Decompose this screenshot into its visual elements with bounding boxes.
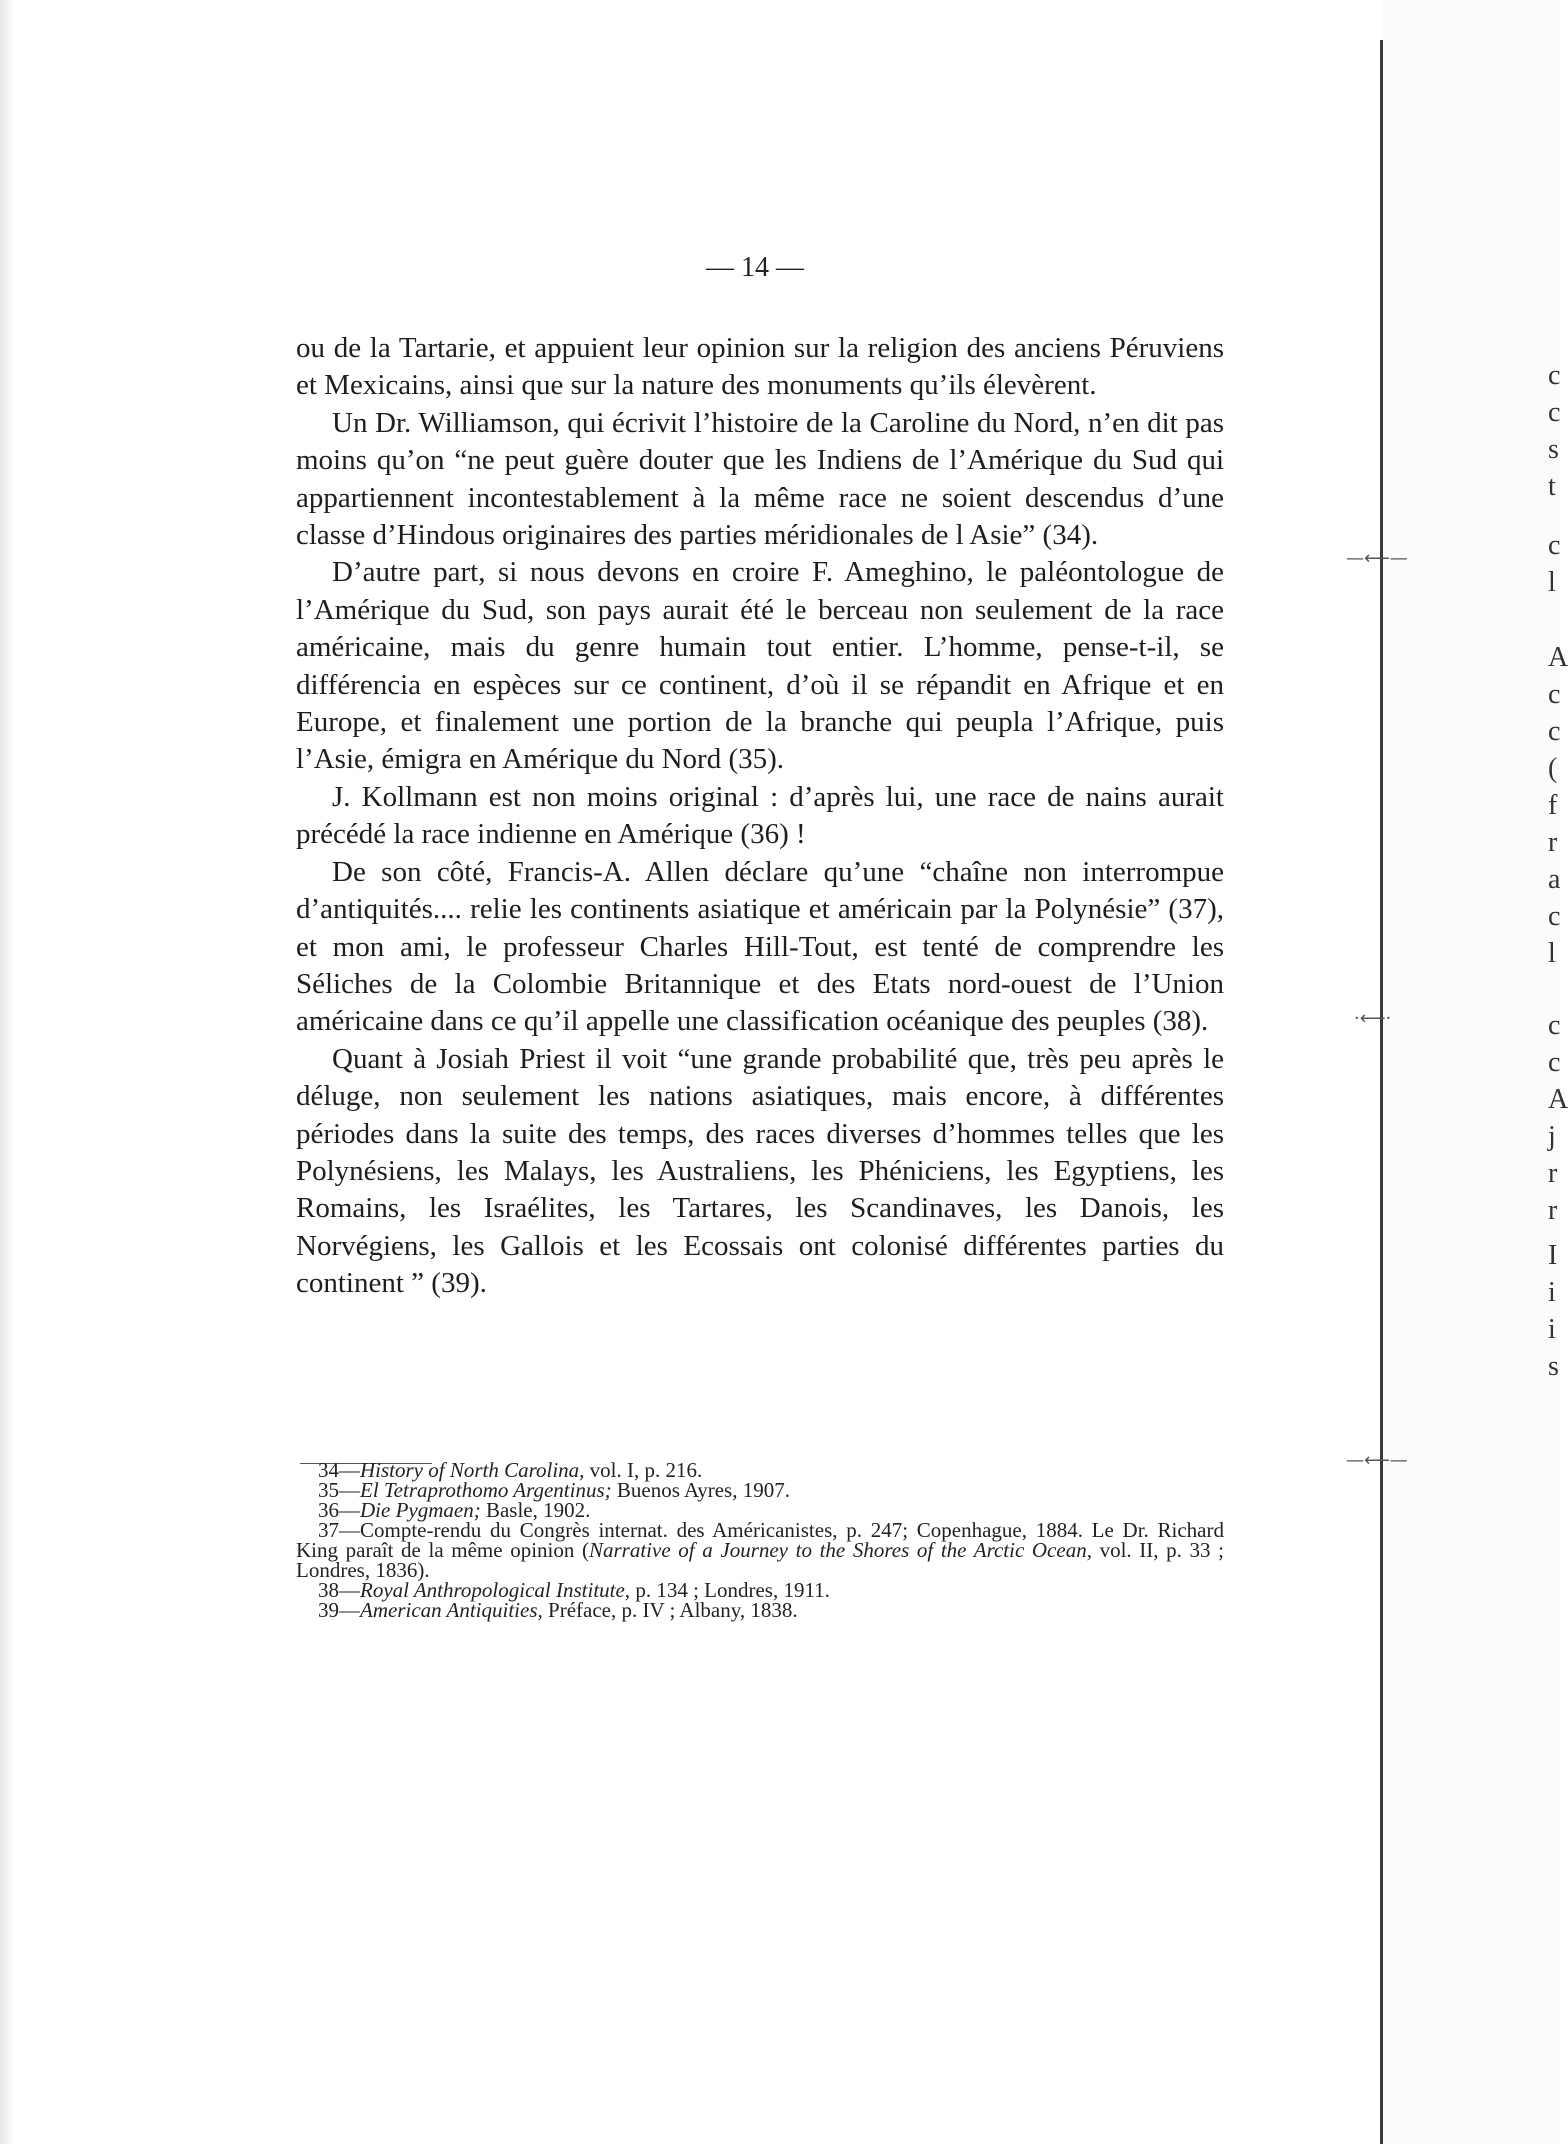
paragraph: D’autre part, si nous devons en croire F. Ameghino, le paléontologue de l’Amérique du Sud, son pays aurait été le berceau non seulement de la race américaine, mais du genre humain tout entier. L’homme, pense-t-il, se différencia en espèces sur ce continent, d’où il se répandit en Afrique et en Europe, et finalement une portion de la branche qui peupla l’Afrique, puis l’Asie, émigra en Amérique du Nord (35). [296, 556, 1224, 776]
facing-page-edge-letter: t [1548, 471, 1556, 502]
facing-page-edge-letter: i [1548, 1277, 1556, 1308]
facing-page-edge-letter: c [1548, 679, 1561, 710]
facing-page-edge-letter: c [1548, 716, 1561, 747]
footnote-rest: Buenos Ayres, 1907. [611, 1478, 790, 1502]
footnote-number: 37— [318, 1518, 360, 1542]
footnote-35 [296, 1480, 1224, 1500]
footnote-38 [296, 1580, 1224, 1600]
facing-page-edge-letter: l [1548, 938, 1556, 969]
footnote-34 [296, 1460, 1224, 1480]
facing-page-edge-letter: s [1548, 434, 1559, 465]
footnote-title: Royal Anthropological Institute, [360, 1578, 631, 1602]
staple-mark: ·⟵· [1354, 1008, 1392, 1029]
facing-page-edge-letter: c [1548, 1047, 1561, 1078]
staple-mark: —⟵— [1346, 1450, 1408, 1471]
facing-page-edge-letter: s [1548, 1351, 1559, 1382]
paragraph: Quant à Josiah Priest il voit “une grande probabilité que, très peu après le déluge, non seulement les nations asiatiques, mais encore, à différentes périodes dans la suite des temps, des races diverses d’hommes telles que les Polynésiens, les Malays, les Australiens, les Phéniciens, les Egyptiens, les Romains, les Israélites, les Tartares, les Scandinaves, les Danois, les Norvégiens, les Gallois et les Ecossais ont colonisé différentes parties du continent ” (39). [296, 1042, 1224, 1300]
facing-page-edge-letter: r [1548, 827, 1558, 858]
facing-page [1383, 0, 1560, 2144]
facing-page-edge-letter: c [1548, 1010, 1561, 1041]
footnote-rest: vol. I, p. 216. [584, 1458, 703, 1482]
facing-page-edge-letter: c [1548, 530, 1561, 561]
footnote-title: El Tetraprothomo Argentinus; [360, 1478, 612, 1502]
left-margin-shadow [0, 0, 14, 2144]
footnote-title: Die Pygmaen; [360, 1498, 481, 1522]
paragraph: De son côté, Francis-A. Allen déclare qu’une “chaîne non interrompue d’antiquités.... relie les continents asiatique et américain par la Polynésie” (37), et mon ami, le professeur Charles Hill-Tout, est tenté de comprendre les Séliches de la Colombie Britannique et des Etats nord-ouest de l’Union américaine dans ce qu’il appelle une classification océanique des peuples (38). [296, 855, 1224, 1038]
facing-page-edge-letter: f [1548, 790, 1558, 821]
facing-page-edge-letter: a [1548, 864, 1561, 895]
paragraph: Un Dr. Williamson, qui écrivit l’histoire de la Caroline du Nord, n’en dit pas moins qu’on “ne peut guère douter que les Indiens de l’Amérique du Sud qui appartiennent incontestablement à la même race ne soient descendus d’une classe d’Hindous originaires des parties méridionales de l Asie” (34). [296, 406, 1224, 552]
facing-page-edge-letter: i [1548, 1314, 1556, 1345]
footnote-title: Narrative of a Journey to the Shores of the Arctic Ocean, [589, 1538, 1092, 1562]
paragraph: J. Kollmann est non moins original : d’après lui, une race de nains aurait précédé la race indienne en Amérique (36) ! [296, 780, 1224, 851]
footnote-title: History of North Carolina, [360, 1458, 585, 1482]
facing-page-edge-letter: l [1548, 567, 1556, 598]
paragraph: ou de la Tartarie, et appuient leur opinion sur la religion des anciens Péruviens et Mexicains, ainsi que sur la nature des monuments qu’ils élevèrent. [296, 332, 1224, 402]
footnote-36 [296, 1500, 1224, 1520]
footnote-number: 35— [318, 1478, 360, 1502]
footnote-rest: vol. II, p. 33 ; Londres, 1836). [296, 1538, 1224, 1582]
facing-page-edge-letter: c [1548, 360, 1561, 391]
facing-page-edge-letter: ( [1548, 753, 1558, 784]
footnote-number: 36— [318, 1498, 360, 1522]
footnote-pre: Compte-rendu du Congrès internat. des Américanistes, p. 247; Copenhague, 1884. Le Dr. Richard King paraît de la même opinion ( [296, 1518, 1224, 1562]
footnote-37 [296, 1520, 1224, 1580]
facing-page-edge-letter: j [1548, 1121, 1556, 1152]
facing-page-edge-letter: c [1548, 397, 1561, 428]
facing-page-edge-letter: r [1548, 1195, 1558, 1226]
facing-page-edge-letter: I [1548, 1240, 1558, 1271]
footnote-title: American Antiquities, [360, 1598, 543, 1622]
body-text [296, 330, 1224, 1303]
footnote-rest: p. 134 ; Londres, 1911. [630, 1578, 830, 1602]
facing-page-edge-letter: r [1548, 1158, 1558, 1189]
facing-page-edge-letter: A [1548, 642, 1568, 673]
staple-mark: —⟵— [1346, 548, 1408, 569]
footnote-39 [296, 1600, 1224, 1620]
footnotes [296, 1460, 1224, 1620]
facing-page-edge-letter: c [1548, 901, 1561, 932]
footnote-number: 34— [318, 1458, 360, 1482]
footnote-rest: Basle, 1902. [480, 1498, 591, 1522]
footnote-number: 38— [318, 1578, 360, 1602]
footnote-rest: Préface, p. IV ; Albany, 1838. [542, 1598, 798, 1622]
facing-page-edge-letter: A [1548, 1084, 1568, 1115]
page-number: — 14 — [706, 252, 804, 283]
footnote-number: 39— [318, 1598, 360, 1622]
